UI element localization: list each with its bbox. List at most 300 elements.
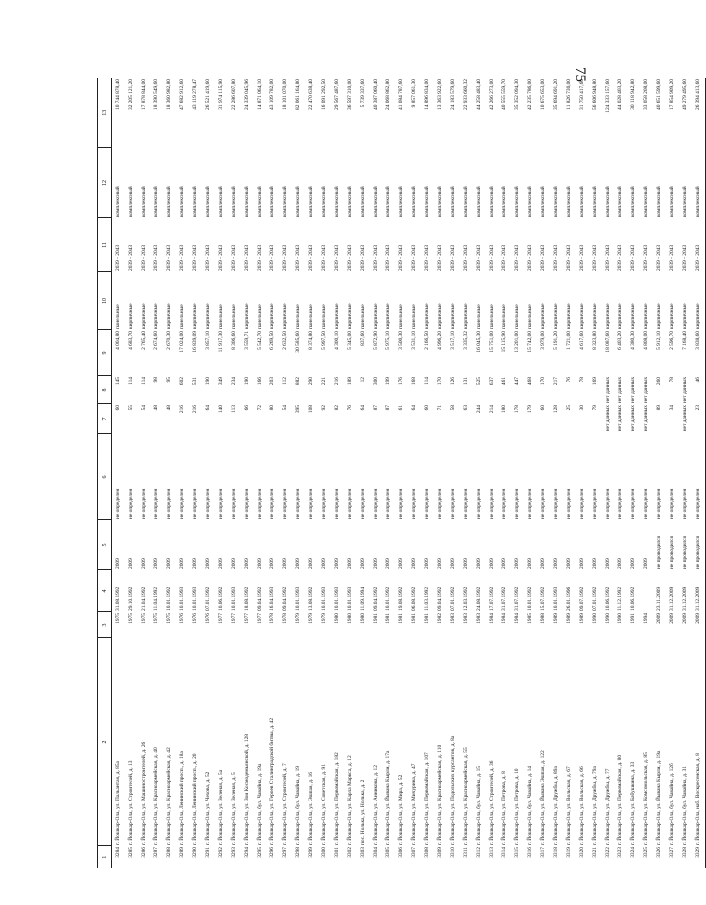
repair-cost-cell: 22 933 660,32 (462, 79, 469, 110)
address-cell: г. Йошкар-Ола, ул. Красноармейская, д. 110 (437, 744, 443, 845)
address-cell: г. Йошкар-Ола, ул. Красноармейская, д. 40 (153, 747, 160, 845)
wall-material-cell: кирпичные (604, 303, 611, 329)
residents-count-cell: нет данных (604, 376, 611, 403)
build-year-cell: 1988 (540, 613, 547, 624)
apartments-count-cell: 80 (269, 405, 276, 411)
wear-status-cell: не определен (578, 488, 585, 519)
table-row (434, 78, 447, 868)
repair-cost-cell: 30 118 942,80 (630, 79, 637, 110)
repair-cost-cell: 33 058 208,00 (643, 79, 650, 110)
wall-material-cell: кирпичные (372, 303, 379, 329)
apartments-count-cell: 179 (527, 405, 534, 414)
apartments-count-cell: 66 (243, 405, 250, 411)
address-cell: г. Йошкар-Ола, ул. Красноармейская, д. 42 (166, 747, 173, 845)
registration-date-cell: 31.07.1992 (501, 586, 508, 611)
registration-date-cell: 09.04.1992 (437, 586, 443, 611)
apartments-count-cell: 54 (282, 405, 289, 411)
build-year-cell: 1980 (333, 613, 340, 624)
wear-status-cell: не определен (127, 488, 134, 519)
residents-count-cell: 95 (166, 377, 173, 383)
total-area-cell: 6 403,20 (617, 331, 624, 350)
wear-status-cell: не определен (230, 488, 237, 519)
last-repair-year-cell: 2009 (333, 558, 340, 569)
wall-material-cell: кирпичные (243, 303, 250, 329)
row-number-cell: 3305 (385, 847, 392, 858)
table-row (408, 78, 421, 868)
apartments-count-cell: 128 (553, 405, 560, 414)
address-cell: г. Йошкар-Ола, ул. Подольских курсантов, д. 8а (449, 735, 456, 845)
residents-count-cell: 531 (192, 377, 199, 386)
wear-status-cell: не определен (692, 434, 705, 520)
row-number-cell: 3318 (553, 847, 560, 858)
address-cell: г. Йошкар-Ола, ул. Бабушкина, д. 33 (630, 761, 637, 845)
build-year-cell: 1976 (192, 613, 199, 624)
column-header: 12 (98, 148, 112, 218)
row-number-cell: 3298 (295, 847, 302, 858)
table-row (679, 78, 692, 868)
repair-type-cell: комплексный (424, 186, 431, 217)
last-repair-year-cell: 2009 (578, 558, 585, 569)
build-year-cell: 2009 (669, 613, 676, 624)
repair-type-cell: комплексный (449, 186, 456, 217)
last-repair-year-cell: 2009 (346, 558, 353, 569)
apartments-count-cell: нет данных (681, 405, 688, 432)
build-year-cell: 1984 (514, 613, 521, 624)
repair-type-cell: комплексный (488, 186, 495, 217)
total-area-cell: 5 975,10 (385, 331, 392, 350)
row-number-cell: 3323 (617, 847, 624, 858)
wear-status-cell: не определен (153, 488, 160, 519)
build-year-cell: 1976 (204, 613, 211, 624)
wall-material-cell: панельные (411, 304, 418, 329)
row-number-cell: 3294 (243, 847, 250, 858)
residents-count-cell: 98 (153, 377, 160, 383)
apartments-count-cell: 216 (192, 405, 199, 414)
repair-cost-cell: 44 258 483,40 (475, 79, 482, 110)
build-year-cell: 1983 (449, 613, 456, 624)
apartments-count-cell: 87 (385, 405, 392, 411)
registration-date-cell: 31.12.2009 (692, 570, 705, 612)
repair-cost-cell: 42 235 786,00 (527, 79, 534, 110)
repair-cost-cell: 9 857 061,30 (411, 79, 418, 108)
table-row (292, 78, 305, 868)
last-repair-year-cell: 2009 (514, 558, 521, 569)
repair-cost-cell: 5 739 337,60 (359, 79, 366, 108)
last-repair-year-cell: 2009 (462, 558, 469, 569)
total-area-cell: 4 300,10 (333, 331, 340, 350)
build-year-cell: 1979 (295, 613, 302, 624)
wall-material-cell: панельные (488, 304, 495, 329)
repair-cost-cell: 22 470 638,40 (308, 79, 315, 110)
residents-count-cell: 114 (424, 377, 431, 385)
table-row (357, 78, 370, 868)
apartments-count-cell: 76 (346, 405, 353, 411)
apartments-count-cell: 244 (475, 405, 482, 414)
wall-material-cell: кирпичные (192, 303, 199, 329)
residents-count-cell: 169 (591, 377, 598, 386)
registration-date-cell: 31.12.2009 (681, 586, 688, 611)
planned-period-cell: 2039 - 2043 (656, 244, 663, 271)
repair-type-cell: комплексный (320, 186, 327, 217)
row-number-cell: 3308 (424, 847, 431, 858)
row-number-cell: 3293 (230, 847, 237, 858)
row-number-cell: 3313 (488, 847, 495, 858)
row-number-cell: 3290 (192, 847, 199, 858)
repair-type-cell: комплексный (114, 186, 121, 217)
housing-register-table (97, 78, 706, 868)
row-number-cell: 3306 (398, 847, 405, 858)
address-cell: г. Йошкар-Ола, ул. Комсомольская, д. 85 (643, 752, 650, 845)
table-row (305, 78, 318, 868)
repair-cost-cell: 40 651 599,60 (656, 79, 663, 110)
residents-count-cell: 221 (320, 377, 327, 386)
planned-period-cell: 2039 - 2043 (204, 244, 211, 271)
apartments-count-cell: 60 (114, 405, 121, 411)
table-row (318, 78, 331, 868)
wall-material-cell: кирпичные (617, 303, 624, 329)
last-repair-year-cell: 2009 (527, 558, 534, 569)
address-cell: г. Йошкар-Ола, ул. Йывана Кырли, д. 19а (656, 750, 663, 845)
last-repair-year-cell: 2009 (501, 558, 508, 569)
address-cell: г. Йошкар-Ола, ул. Строителей, д. 36 (488, 760, 495, 845)
wall-material-cell: кирпичные (437, 303, 443, 329)
repair-type-cell: комплексный (578, 186, 585, 217)
wear-status-cell: не определен (591, 488, 598, 519)
build-year-cell: 1981 (398, 613, 405, 624)
wall-material-cell: панельные (320, 304, 327, 329)
residents-count-cell: 216 (333, 377, 340, 386)
wall-material-cell: кирпичные (591, 303, 598, 329)
total-area-cell: 16 045,30 (475, 331, 482, 353)
apartments-count-cell: 108 (308, 405, 315, 414)
total-area-cell: 15 751,00 (488, 331, 495, 353)
address-cell: г. Йошкар-Ола, ул. Эшпая, д. 16 (308, 772, 315, 845)
wear-status-cell: не определен (243, 488, 250, 519)
registration-date-cell: 11.12.1992 (617, 586, 624, 611)
wall-material-cell: кирпичные (692, 272, 705, 330)
table-row (641, 78, 654, 868)
row-number-cell: 3312 (475, 847, 482, 858)
residents-count-cell: 168 (411, 377, 418, 386)
repair-cost-cell: 43 119 278,47 (192, 79, 199, 110)
total-area-cell: 11 917,30 (217, 331, 224, 353)
total-area-cell: 1 721,00 (565, 331, 572, 350)
total-area-cell: 3 979,00 (540, 331, 547, 350)
planned-period-cell: 2039 - 2043 (385, 244, 392, 271)
repair-cost-cell: 40 555 559,70 (501, 79, 508, 110)
repair-type-cell: комплексный (398, 186, 405, 217)
table-row (241, 78, 254, 868)
build-year-cell: 1978 (282, 613, 289, 624)
repair-cost-cell: 10 675 653,00 (540, 79, 547, 110)
total-area-cell: 30 585,60 (295, 331, 302, 353)
repair-cost-cell: 24 183 579,60 (449, 79, 456, 110)
planned-period-cell: 2039 - 2043 (437, 244, 443, 271)
address-cell: г. Йошкар-Ола, ул. Зеленая, д. 5 (230, 772, 237, 845)
total-area-cell: 2 632,50 (282, 331, 289, 350)
apartments-count-cell: 61 (398, 405, 405, 411)
address-cell: г. Йошкар-Ола, ул. Петрова, д. 8 (501, 771, 508, 845)
total-area-cell: 15 115,90 (501, 331, 508, 353)
repair-cost-cell: 26 394 413,60 (692, 78, 705, 148)
total-area-cell: 2 674,60 (153, 331, 160, 350)
planned-period-cell: 2039 - 2043 (514, 244, 521, 271)
repair-type-cell: комплексный (308, 186, 315, 217)
table-row (473, 78, 486, 868)
residents-count-cell: 76 (565, 377, 572, 383)
repair-cost-cell: 35 694 691,20 (553, 79, 560, 110)
repair-type-cell: комплексный (669, 186, 676, 217)
apartments-count-cell: 64 (359, 405, 366, 411)
table-row (151, 78, 164, 868)
last-repair-year-cell: 2009 (591, 558, 598, 569)
repair-type-cell: комплексный (411, 186, 418, 217)
repair-cost-cell: 14 871 064,10 (256, 79, 263, 110)
table-row (447, 78, 460, 868)
last-repair-year-cell: 2009 (179, 558, 186, 569)
planned-period-cell: 2039 - 2043 (591, 244, 598, 271)
repair-type-cell: комплексный (617, 186, 624, 217)
planned-period-cell: 2039 - 2043 (643, 244, 650, 271)
planned-period-cell: 2039 - 2043 (114, 244, 121, 271)
planned-period-cell: 2039 - 2043 (282, 244, 289, 271)
last-repair-year-cell: 2009 (475, 558, 482, 569)
registration-date-cell: 10.01.1993 (179, 586, 186, 611)
total-area-cell: 15 742,00 (527, 331, 534, 353)
total-area-cell: 4 004,80 (114, 331, 121, 350)
registration-date-cell: 21.04.1992 (140, 586, 147, 611)
build-year-cell: 1985 (527, 613, 534, 624)
apartments-count-cell: 23 (692, 404, 705, 434)
planned-period-cell: 2039 - 2043 (604, 244, 611, 271)
wear-status-cell: не определен (656, 488, 663, 519)
planned-period-cell: 2039 - 2043 (230, 244, 237, 271)
repair-type-cell: комплексный (501, 186, 508, 217)
build-year-cell: 1990 (591, 613, 598, 624)
wall-material-cell: кирпичные (333, 303, 340, 329)
planned-period-cell: 2039 - 2043 (308, 244, 315, 271)
total-area-cell: 5 912,10 (656, 331, 663, 350)
repair-type-cell: комплексный (565, 186, 572, 217)
apartments-count-cell: 214 (488, 405, 495, 414)
registration-date-cell: 26.01.1996 (565, 586, 572, 611)
address-cell: г. Йошкар-Ола, ул. Красноармейская, д. 55 (462, 747, 469, 845)
residents-count-cell: 114 (140, 377, 147, 385)
apartments-count-cell: нет данных (630, 405, 637, 432)
apartments-count-cell: 113 (230, 405, 237, 413)
column-header: 10 (98, 272, 112, 330)
wear-status-cell: не определен (398, 488, 405, 519)
planned-period-cell: 2039 - 2043 (617, 244, 624, 271)
row-number-cell: 3329 (692, 846, 705, 868)
total-area-cell: 8 323,80 (591, 331, 598, 350)
registration-date-cell: 10.01.1992 (166, 586, 173, 611)
total-area-cell: 16 839,09 (192, 331, 199, 353)
wall-material-cell: панельные (527, 304, 534, 329)
address-cell: г. Йошкар-Ола, ул. Первомайская, д. 107 (424, 752, 431, 845)
wall-material-cell: кирпичные (578, 303, 585, 329)
address-cell: г. Йошкар-Ола, ул. Строителей, д. 13 (127, 760, 134, 845)
build-year-cell: 1979 (308, 613, 315, 624)
registration-date-cell: 11.04.1992 (153, 586, 160, 611)
last-repair-year-cell: 2009 (437, 558, 443, 569)
build-year-cell: 1990 (604, 613, 611, 624)
residents-count-cell: 170 (437, 377, 443, 386)
repair-type-cell: комплексный (643, 186, 650, 217)
planned-period-cell: 2039 - 2043 (565, 244, 572, 271)
column-header: 8 (98, 376, 112, 404)
build-year-cell: 1977 (217, 613, 224, 624)
total-area-cell: 2 166,50 (424, 331, 431, 350)
registration-date-cell: 09.04.1992 (282, 586, 289, 611)
total-area-cell: 3 531,10 (411, 331, 418, 350)
table-row (331, 78, 344, 868)
wear-status-cell: не определен (295, 488, 302, 519)
wall-material-cell: кирпичные (127, 303, 134, 329)
wear-status-cell: не определен (437, 488, 443, 519)
last-repair-year-cell: 2009 (204, 558, 211, 569)
residents-count-cell: 447 (514, 377, 521, 386)
total-area-cell: 3 559,71 (243, 331, 250, 350)
wear-status-cell: не определен (630, 488, 637, 519)
repair-cost-cell: 18 390 549,60 (153, 79, 160, 110)
build-year-cell: 1989 (565, 613, 572, 624)
column-header: 9 (98, 330, 112, 376)
header-row (98, 78, 112, 868)
build-year-cell: 2009 (656, 613, 663, 624)
last-repair-year-cell: 2009 (604, 558, 611, 569)
table-row (666, 78, 679, 868)
residents-count-cell: 602 (179, 377, 186, 386)
address-cell: г. Йошкар-Ола, ул. Петрова, д. 10 (514, 768, 521, 845)
repair-cost-cell: 24 068 862,80 (385, 79, 392, 110)
planned-period-cell: 2039 - 2043 (462, 244, 469, 271)
repair-cost-cell: 82 061 164,80 (295, 79, 302, 110)
repair-cost-cell: 44 028 403,20 (617, 79, 624, 110)
repair-cost-cell: 14 896 834,00 (424, 79, 431, 110)
residents-count-cell: 349 (217, 377, 224, 386)
column-header: 7 (98, 404, 112, 434)
repair-type-cell: комплексный (346, 186, 353, 217)
registration-date-cell: 24.08.1992 (475, 586, 482, 611)
wear-status-cell: не определен (449, 488, 456, 519)
table-row (202, 78, 215, 868)
residents-count-cell: нет данных (617, 376, 624, 403)
planned-period-cell: 2039 - 2043 (217, 244, 224, 271)
last-repair-year-cell: не проводился (669, 535, 676, 569)
residents-count-cell: 290 (308, 377, 315, 386)
planned-period-cell: 2039 - 2043 (501, 244, 508, 271)
address-cell: г. Йошкар-Ола, ул. Чехова, д. 52 (204, 771, 211, 845)
last-repair-year-cell: 2009 (217, 558, 224, 569)
column-header: 6 (98, 434, 112, 520)
registration-date-cell: 31.07.1992 (514, 586, 521, 611)
planned-period-cell: 2039 - 2043 (166, 244, 173, 271)
planned-period-cell: 2039 - 2043 (320, 244, 327, 271)
apartments-count-cell: 55 (127, 405, 134, 411)
repair-type-cell: комплексный (591, 186, 598, 217)
apartments-count-cell: 54 (140, 405, 147, 411)
build-year-cell: 1981 (372, 613, 379, 624)
table-row (189, 78, 202, 868)
build-year-cell: 1989 (553, 613, 560, 624)
residents-count-cell: 190 (204, 377, 211, 386)
residents-count-cell: 234 (230, 377, 237, 386)
build-year-cell: 1980 (359, 613, 366, 624)
residents-count-cell: нет данных (643, 376, 650, 403)
address-cell: г. Йошкар-Ола, наб. Воскресенская, д. 8 (692, 638, 705, 846)
last-repair-year-cell: 2009 (553, 558, 560, 569)
build-year-cell: 1981 (424, 613, 431, 624)
wall-material-cell: панельные (501, 304, 508, 329)
registration-date-cell: 09.04.1992 (372, 586, 379, 611)
row-number-cell: 3287 (153, 847, 160, 858)
row-number-cell: 3327 (669, 847, 676, 858)
wear-status-cell: не определен (269, 488, 276, 519)
repair-type-cell: комплексный (514, 186, 521, 217)
total-area-cell: 3 335,32 (462, 331, 469, 350)
address-cell: г. Йошкар-Ола, ул. Первомайская, д. 182 (333, 752, 340, 845)
last-repair-year-cell: 2009 (282, 558, 289, 569)
last-repair-year-cell: 2009 (617, 558, 624, 569)
address-cell: г. Йошкар-Ола, ул. Строителей, д. 7 (282, 763, 289, 845)
registration-date-cell: 16.04.1993 (269, 586, 276, 611)
apartments-count-cell: 71 (437, 405, 443, 411)
row-number-cell: 3319 (565, 847, 572, 858)
apartments-count-cell: 64 (411, 405, 418, 411)
build-year-cell: 1991 (630, 613, 637, 624)
planned-period-cell: 2039 - 2043 (411, 244, 418, 271)
wall-material-cell: кирпичные (385, 303, 392, 329)
apartments-count-cell: 82 (333, 405, 340, 411)
residents-count-cell: 46 (692, 376, 705, 404)
planned-period-cell: 2039 - 2043 (179, 244, 186, 271)
row-number-cell: 3302 (346, 847, 353, 858)
planned-period-cell: 2039 - 2043 (243, 244, 250, 271)
last-repair-year-cell: 2009 (540, 558, 547, 569)
total-area-cell: 4 996,20 (437, 331, 443, 350)
build-year-cell: 1978 (269, 613, 276, 624)
row-number-cell: 3300 (320, 847, 327, 858)
wear-status-cell: не определен (527, 488, 534, 519)
registration-date-cell: 31.08.1992 (114, 586, 121, 611)
registration-date-cell: 07.01.1992 (204, 586, 211, 611)
repair-cost-cell: 10 744 878,40 (114, 79, 121, 110)
wear-status-cell: не определен (308, 488, 315, 519)
column-header: 11 (98, 218, 112, 272)
repair-cost-cell: 29 567 487,60 (333, 79, 340, 110)
total-area-cell: 2 670,30 (166, 331, 173, 350)
last-repair-year-cell: 2009 (295, 558, 302, 569)
last-repair-year-cell: 2009 (630, 558, 637, 569)
registration-date-cell: 29.10.1992 (127, 586, 134, 611)
build-year-cell: 1983 (475, 613, 482, 624)
total-area-cell: 5 542,70 (256, 331, 263, 350)
column-header: 13 (98, 78, 112, 148)
wall-material-cell: кирпичные (449, 303, 456, 329)
address-cell: г. Йошкар-Ола, ул. Советская, д. 91 (320, 764, 327, 845)
last-repair-year-cell: 2009 (308, 558, 315, 569)
registration-date-cell: 10.06.1992 (217, 586, 224, 611)
planned-period-cell: 2039 - 2043 (475, 244, 482, 271)
residents-count-cell: 12 (359, 377, 366, 383)
total-area-cell: 7 168,40 (681, 331, 688, 350)
last-repair-year-cell: не проводился (681, 535, 688, 569)
registration-date-cell: 19.08.1992 (398, 586, 405, 611)
registration-date-cell: 23.11.2009 (656, 586, 663, 611)
residents-count-cell: 176 (398, 377, 405, 386)
repair-cost-cell: 56 606 948,80 (591, 79, 598, 110)
